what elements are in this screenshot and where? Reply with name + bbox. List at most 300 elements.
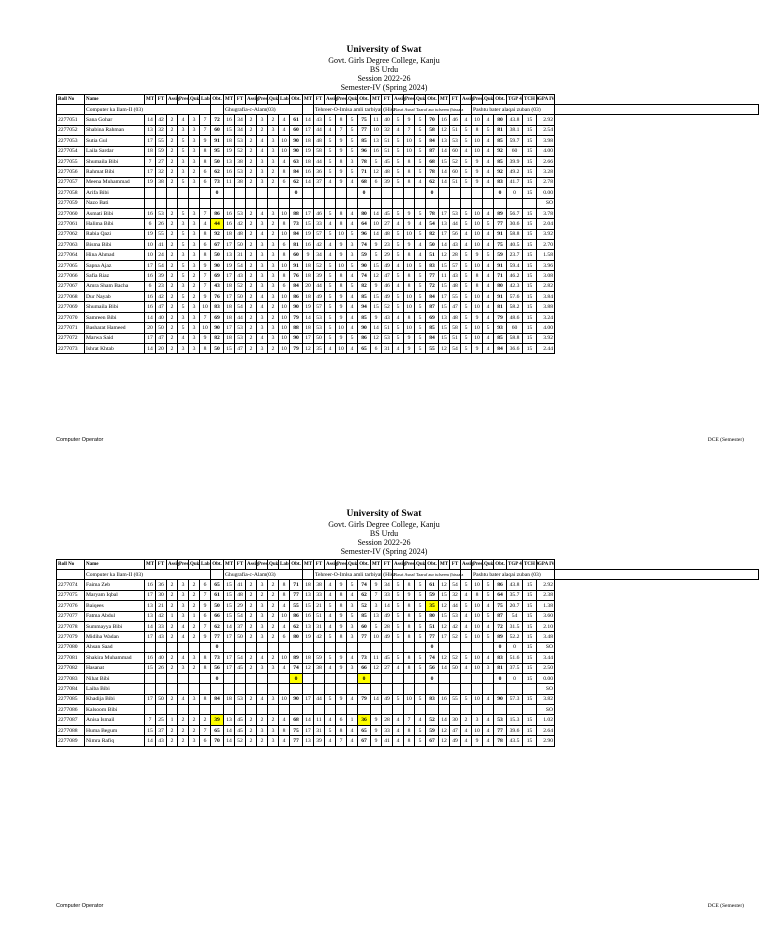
table-row <box>57 580 759 590</box>
mark-cell: 55 <box>290 601 303 611</box>
table-row <box>57 292 759 302</box>
roll-no-cell: 2277077 <box>57 611 85 621</box>
mark-cell: 5 <box>415 343 426 353</box>
mark-cell: 36.6 <box>507 343 523 353</box>
mark-cell: 42 <box>314 632 325 642</box>
mark-cell: 2 <box>246 653 257 663</box>
mark-cell: 37 <box>156 725 167 735</box>
mark-cell <box>290 198 303 208</box>
mark-cell <box>494 198 507 208</box>
mark-cell: 30.6 <box>507 219 523 229</box>
mark-cell: 10 <box>336 323 347 333</box>
student-name-cell: Faima Zeb <box>85 580 145 590</box>
mark-cell <box>224 642 235 652</box>
mark-cell: 2 <box>200 715 211 725</box>
mark-cell: 80 <box>290 632 303 642</box>
mark-cell: 5 <box>347 167 358 177</box>
mark-cell: 64 <box>494 590 507 600</box>
mark-cell: 9 <box>336 136 347 146</box>
mark-cell: 8 <box>404 632 415 642</box>
mark-cell: 9 <box>404 343 415 353</box>
mark-cell: 0 <box>426 673 439 683</box>
mark-cell: 15 <box>523 333 537 343</box>
mark-cell: 50 <box>156 694 167 704</box>
mark-cell: 15 <box>523 673 537 683</box>
mark-cell: 14 <box>303 177 314 187</box>
mark-cell: 5 <box>461 177 472 187</box>
mark-cell: 84 <box>494 343 507 353</box>
student-name-cell: Shakira Muhammad <box>85 653 145 663</box>
mark-cell: 2 <box>246 621 257 631</box>
roll-no-cell: 2277079 <box>57 632 85 642</box>
mark-cell: 3 <box>347 663 358 673</box>
mark-cell: 8 <box>404 621 415 631</box>
mark-cell: 52 <box>235 281 246 291</box>
mark-cell: 54 <box>235 260 246 270</box>
mark-cell: 10 <box>336 229 347 239</box>
mark-cell: 2.92 <box>537 115 555 125</box>
mark-cell: 17 <box>145 167 156 177</box>
mark-cell <box>382 684 393 694</box>
mark-cell: 15 <box>523 590 537 600</box>
column-header: TGP 4 <box>507 95 523 105</box>
mark-cell: 3 <box>178 663 189 673</box>
mark-cell: 21 <box>314 601 325 611</box>
mark-cell: 5 <box>461 271 472 281</box>
student-name-cell: Safia Riaz <box>85 271 145 281</box>
mark-cell: 57 <box>314 229 325 239</box>
mark-cell <box>235 188 246 198</box>
mark-cell <box>325 684 336 694</box>
mark-cell: 48 <box>314 136 325 146</box>
column-header: TCH 4 <box>523 560 537 570</box>
mark-cell: 12 <box>371 167 382 177</box>
mark-cell: 10 <box>404 136 415 146</box>
mark-cell: 3.60 <box>537 611 555 621</box>
mark-cell: 15 <box>523 125 537 135</box>
student-name-cell: Samreen Bibi <box>85 312 145 322</box>
mark-cell: 5 <box>415 115 426 125</box>
mark-cell: 9 <box>371 715 382 725</box>
mark-cell: 6 <box>200 611 211 621</box>
mark-cell: 15 <box>224 590 235 600</box>
mark-cell: 14 <box>371 694 382 704</box>
mark-cell: 5 <box>483 219 494 229</box>
mark-cell <box>303 705 314 715</box>
mark-cell: 2.04 <box>537 219 555 229</box>
session-label: Session 2022-26 <box>357 74 411 83</box>
student-name-cell: Baiqees <box>85 601 145 611</box>
mark-cell: 32 <box>382 125 393 135</box>
mark-cell: 2 <box>167 343 178 353</box>
mark-cell: 56 <box>211 663 224 673</box>
mark-cell: 2 <box>246 302 257 312</box>
mark-cell: 2 <box>268 115 279 125</box>
mark-cell: 27 <box>156 156 167 166</box>
mark-cell: 2.54 <box>537 125 555 135</box>
mark-cell: 18 <box>224 694 235 704</box>
mark-cell: 10 <box>279 312 290 322</box>
mark-cell: 10 <box>279 694 290 704</box>
mark-cell: 4 <box>325 580 336 590</box>
mark-cell: 15 <box>523 694 537 704</box>
mark-cell: 36 <box>156 580 167 590</box>
mark-cell: 4 <box>257 229 268 239</box>
mark-cell: 2 <box>246 250 257 260</box>
mark-cell: 77 <box>358 632 371 642</box>
mark-cell <box>325 188 336 198</box>
mark-cell <box>472 188 483 198</box>
mark-cell: 18 <box>303 653 314 663</box>
mark-cell: 65 <box>211 580 224 590</box>
mark-cell: 14 <box>145 621 156 631</box>
mark-cell: 3 <box>257 240 268 250</box>
mark-cell: 15 <box>523 312 537 322</box>
roll-no-cell: 2277066 <box>57 271 85 281</box>
student-name-cell: Rahmat Bibi <box>85 167 145 177</box>
mark-cell: 5 <box>347 260 358 270</box>
column-header: Obt. <box>426 95 439 105</box>
mark-cell <box>450 642 461 652</box>
mark-cell: 87 <box>494 611 507 621</box>
mark-cell: 74 <box>358 271 371 281</box>
mark-cell: 5 <box>325 312 336 322</box>
mark-cell: 3 <box>257 271 268 281</box>
mark-cell: 43 <box>211 281 224 291</box>
mark-cell: 2 <box>189 601 200 611</box>
mark-cell: 18 <box>224 333 235 343</box>
mark-cell: 3.28 <box>537 167 555 177</box>
mark-cell: 2.10 <box>537 621 555 631</box>
mark-cell: 55 <box>156 136 167 146</box>
mark-cell: 17 <box>224 240 235 250</box>
mark-cell: 4 <box>415 219 426 229</box>
mark-cell: 43 <box>450 271 461 281</box>
mark-cell: 67 <box>426 736 439 746</box>
mark-cell <box>393 188 404 198</box>
mark-cell: 45 <box>235 663 246 673</box>
mark-cell: 5 <box>415 653 426 663</box>
mark-cell: 34 <box>235 125 246 135</box>
roll-no-cell: 2277059 <box>57 198 85 208</box>
mark-cell: 55 <box>426 343 439 353</box>
table-row <box>57 333 759 343</box>
mark-cell: 10 <box>336 260 347 270</box>
mark-cell: 5 <box>393 302 404 312</box>
mark-cell: 2 <box>189 271 200 281</box>
student-name-cell: Shabina Rahman <box>85 125 145 135</box>
student-name-cell: Nimra Rafiq <box>85 736 145 746</box>
mark-cell: 16 <box>145 580 156 590</box>
mark-cell <box>303 642 314 652</box>
mark-cell: 9 <box>404 240 415 250</box>
mark-cell: 14 <box>371 323 382 333</box>
mark-cell: 23 <box>156 281 167 291</box>
mark-cell: 19 <box>145 229 156 239</box>
mark-cell: 80 <box>494 115 507 125</box>
mark-cell: 10 <box>472 260 483 270</box>
mark-cell: 16 <box>439 694 450 704</box>
mark-cell: 16 <box>145 271 156 281</box>
mark-cell: 3.92 <box>537 333 555 343</box>
mark-cell: 12 <box>439 736 450 746</box>
mark-cell: 5 <box>483 580 494 590</box>
mark-cell: 2 <box>167 146 178 156</box>
mark-cell: 4 <box>178 333 189 343</box>
mark-cell: 4.00 <box>537 323 555 333</box>
mark-cell: 82 <box>358 281 371 291</box>
mark-cell: 13 <box>303 590 314 600</box>
mark-cell <box>279 642 290 652</box>
mark-cell: 2 <box>167 125 178 135</box>
mark-cell: 41 <box>382 736 393 746</box>
table-row <box>57 694 759 704</box>
mark-cell: 4 <box>483 302 494 312</box>
mark-cell: 31 <box>314 621 325 631</box>
mark-cell: 2 <box>246 590 257 600</box>
mark-cell: 50 <box>211 156 224 166</box>
mark-cell: 4 <box>257 653 268 663</box>
mark-cell: 2 <box>167 250 178 260</box>
mark-cell: 17 <box>145 694 156 704</box>
mark-cell: 2.92 <box>537 580 555 590</box>
mark-cell: 85 <box>358 136 371 146</box>
mark-cell: 9 <box>472 736 483 746</box>
mark-cell: 78 <box>358 156 371 166</box>
mark-cell: 5 <box>393 136 404 146</box>
mark-cell: 15 <box>523 281 537 291</box>
mark-cell: 4 <box>178 621 189 631</box>
mark-cell: 10 <box>279 323 290 333</box>
footer-dce: DCE (Semester) <box>707 437 744 443</box>
mark-cell: 48 <box>450 281 461 291</box>
mark-cell: 5 <box>415 292 426 302</box>
mark-cell: 15 <box>523 621 537 631</box>
mark-cell: 49 <box>382 292 393 302</box>
mark-cell: 3 <box>189 146 200 156</box>
mark-cell: 8 <box>279 167 290 177</box>
mark-cell: 5 <box>415 136 426 146</box>
mark-cell: 15 <box>523 663 537 673</box>
mark-cell: 9 <box>472 343 483 353</box>
column-header: Obt. <box>494 95 507 105</box>
mark-cell: 60 <box>450 167 461 177</box>
subject-header: Pashtu bater alaqai zuban (03) <box>472 105 555 115</box>
mark-cell: 29 <box>235 601 246 611</box>
mark-cell: 15 <box>523 229 537 239</box>
mark-cell: 81 <box>494 302 507 312</box>
column-header-row <box>57 560 759 570</box>
mark-cell: 49 <box>450 736 461 746</box>
mark-cell: 69 <box>211 312 224 322</box>
mark-cell: 77 <box>494 725 507 735</box>
roll-no-cell: 2277082 <box>57 663 85 673</box>
mark-cell: 4 <box>461 663 472 673</box>
mark-cell: 43 <box>156 632 167 642</box>
mark-cell <box>382 673 393 683</box>
mark-cell: 53 <box>235 136 246 146</box>
mark-cell: 6 <box>279 240 290 250</box>
mark-cell: 4 <box>347 219 358 229</box>
mark-cell: 48 <box>235 590 246 600</box>
mark-cell: 63 <box>290 156 303 166</box>
mark-cell: 2 <box>257 715 268 725</box>
mark-cell: 3 <box>257 115 268 125</box>
mark-cell <box>235 684 246 694</box>
mark-cell <box>279 673 290 683</box>
mark-cell: 7 <box>371 590 382 600</box>
mark-cell: 4 <box>483 177 494 187</box>
mark-cell: 2 <box>246 271 257 281</box>
mark-cell <box>393 673 404 683</box>
mark-cell: 2 <box>461 715 472 725</box>
mark-cell: 5 <box>461 323 472 333</box>
mark-cell <box>314 705 325 715</box>
table-row <box>57 125 759 135</box>
mark-cell: 5 <box>178 292 189 302</box>
mark-cell: 5 <box>461 260 472 270</box>
mark-cell: 13 <box>145 125 156 135</box>
mark-cell: 2 <box>167 694 178 704</box>
mark-cell: 9 <box>336 611 347 621</box>
mark-cell: 77 <box>494 219 507 229</box>
mark-cell <box>167 642 178 652</box>
column-header: Obt. <box>426 560 439 570</box>
mark-cell: 14 <box>382 601 393 611</box>
mark-cell: 7 <box>145 715 156 725</box>
mark-cell: 42 <box>156 115 167 125</box>
mark-cell: 90 <box>211 323 224 333</box>
mark-cell: 14 <box>439 167 450 177</box>
mark-cell: 4 <box>257 208 268 218</box>
mark-cell: 5 <box>461 694 472 704</box>
mark-cell: 7 <box>200 115 211 125</box>
mark-cell: 4 <box>347 343 358 353</box>
mark-cell: 8 <box>200 250 211 260</box>
mark-cell: 5 <box>393 146 404 156</box>
mark-cell: 5 <box>178 240 189 250</box>
mark-cell: 6 <box>200 736 211 746</box>
mark-cell: 5 <box>415 632 426 642</box>
mark-cell: 31.5 <box>507 621 523 631</box>
mark-cell: 5 <box>178 136 189 146</box>
mark-cell: 15 <box>439 611 450 621</box>
column-header: Assig <box>246 560 257 570</box>
mark-cell: 3 <box>268 250 279 260</box>
mark-cell: 2 <box>167 136 178 146</box>
mark-cell <box>235 673 246 683</box>
mark-cell: 2 <box>189 580 200 590</box>
mark-cell: 4 <box>415 250 426 260</box>
mark-cell: 37 <box>235 621 246 631</box>
mark-cell: 6 <box>279 177 290 187</box>
mark-cell: 47 <box>156 302 167 312</box>
program-name: BS Urdu <box>369 529 399 538</box>
mark-cell: 28 <box>382 621 393 631</box>
mark-cell: 0 <box>494 188 507 198</box>
mark-cell: 15 <box>523 156 537 166</box>
mark-cell: 90 <box>358 260 371 270</box>
mark-cell: 15 <box>523 632 537 642</box>
mark-cell: 5 <box>393 167 404 177</box>
mark-cell: 53 <box>235 208 246 218</box>
mark-cell: 10 <box>472 240 483 250</box>
mark-cell: 44 <box>314 125 325 135</box>
mark-cell: 4 <box>347 725 358 735</box>
mark-cell: 85 <box>358 292 371 302</box>
mark-cell: 13 <box>145 611 156 621</box>
table-row <box>57 642 759 652</box>
mark-cell: 54 <box>450 580 461 590</box>
mark-cell: 15 <box>145 725 156 735</box>
mark-cell: 45 <box>382 653 393 663</box>
mark-cell <box>325 642 336 652</box>
mark-cell: 49 <box>382 611 393 621</box>
mark-cell: 7 <box>145 156 156 166</box>
mark-cell: 3 <box>257 167 268 177</box>
mark-cell: 10 <box>404 694 415 704</box>
mark-cell: 19 <box>224 146 235 156</box>
mark-cell <box>507 198 523 208</box>
mark-cell: 39 <box>156 271 167 281</box>
table-row <box>57 177 759 187</box>
mark-cell <box>268 188 279 198</box>
column-header: MT <box>224 560 235 570</box>
mark-cell: 15 <box>439 323 450 333</box>
mark-cell: 0 <box>507 188 523 198</box>
mark-cell: 15 <box>224 125 235 135</box>
mark-cell: 2 <box>246 343 257 353</box>
mark-cell: 17 <box>224 663 235 673</box>
mark-cell: 40 <box>156 653 167 663</box>
mark-cell: 15 <box>439 156 450 166</box>
mark-cell: 84 <box>211 694 224 704</box>
semester-label: Semester-IV (Spring 2024) <box>340 83 428 92</box>
mark-cell: 5 <box>483 590 494 600</box>
mark-cell: 3 <box>257 281 268 291</box>
mark-cell <box>200 642 211 652</box>
mark-cell: 3 <box>268 736 279 746</box>
mark-cell <box>178 684 189 694</box>
mark-cell: 8 <box>336 271 347 281</box>
mark-cell <box>382 705 393 715</box>
mark-cell: 35.7 <box>507 590 523 600</box>
mark-cell: 53 <box>156 208 167 218</box>
mark-cell: 3 <box>189 260 200 270</box>
mark-cell <box>371 673 382 683</box>
mark-cell: 19 <box>145 177 156 187</box>
mark-cell: 59 <box>426 590 439 600</box>
mark-cell: 8 <box>336 590 347 600</box>
table-row <box>57 156 759 166</box>
student-name-cell: Laila Sardar <box>85 146 145 156</box>
mark-cell: 51 <box>314 611 325 621</box>
roll-no-cell: 2277051 <box>57 115 85 125</box>
mark-cell: 15 <box>523 260 537 270</box>
mark-cell: 46.2 <box>507 271 523 281</box>
mark-cell: 2 <box>167 292 178 302</box>
footer-computer-operator: Computer Operator <box>56 437 104 443</box>
mark-cell <box>167 673 178 683</box>
mark-cell <box>224 673 235 683</box>
mark-cell: 3.44 <box>537 653 555 663</box>
subject-header: Computer ka Ilam-II (03) <box>85 570 211 580</box>
mark-cell: 90 <box>290 302 303 312</box>
mark-cell: 53 <box>450 611 461 621</box>
mark-cell: 55 <box>450 694 461 704</box>
mark-cell: 95 <box>211 146 224 156</box>
mark-cell: 75 <box>358 115 371 125</box>
